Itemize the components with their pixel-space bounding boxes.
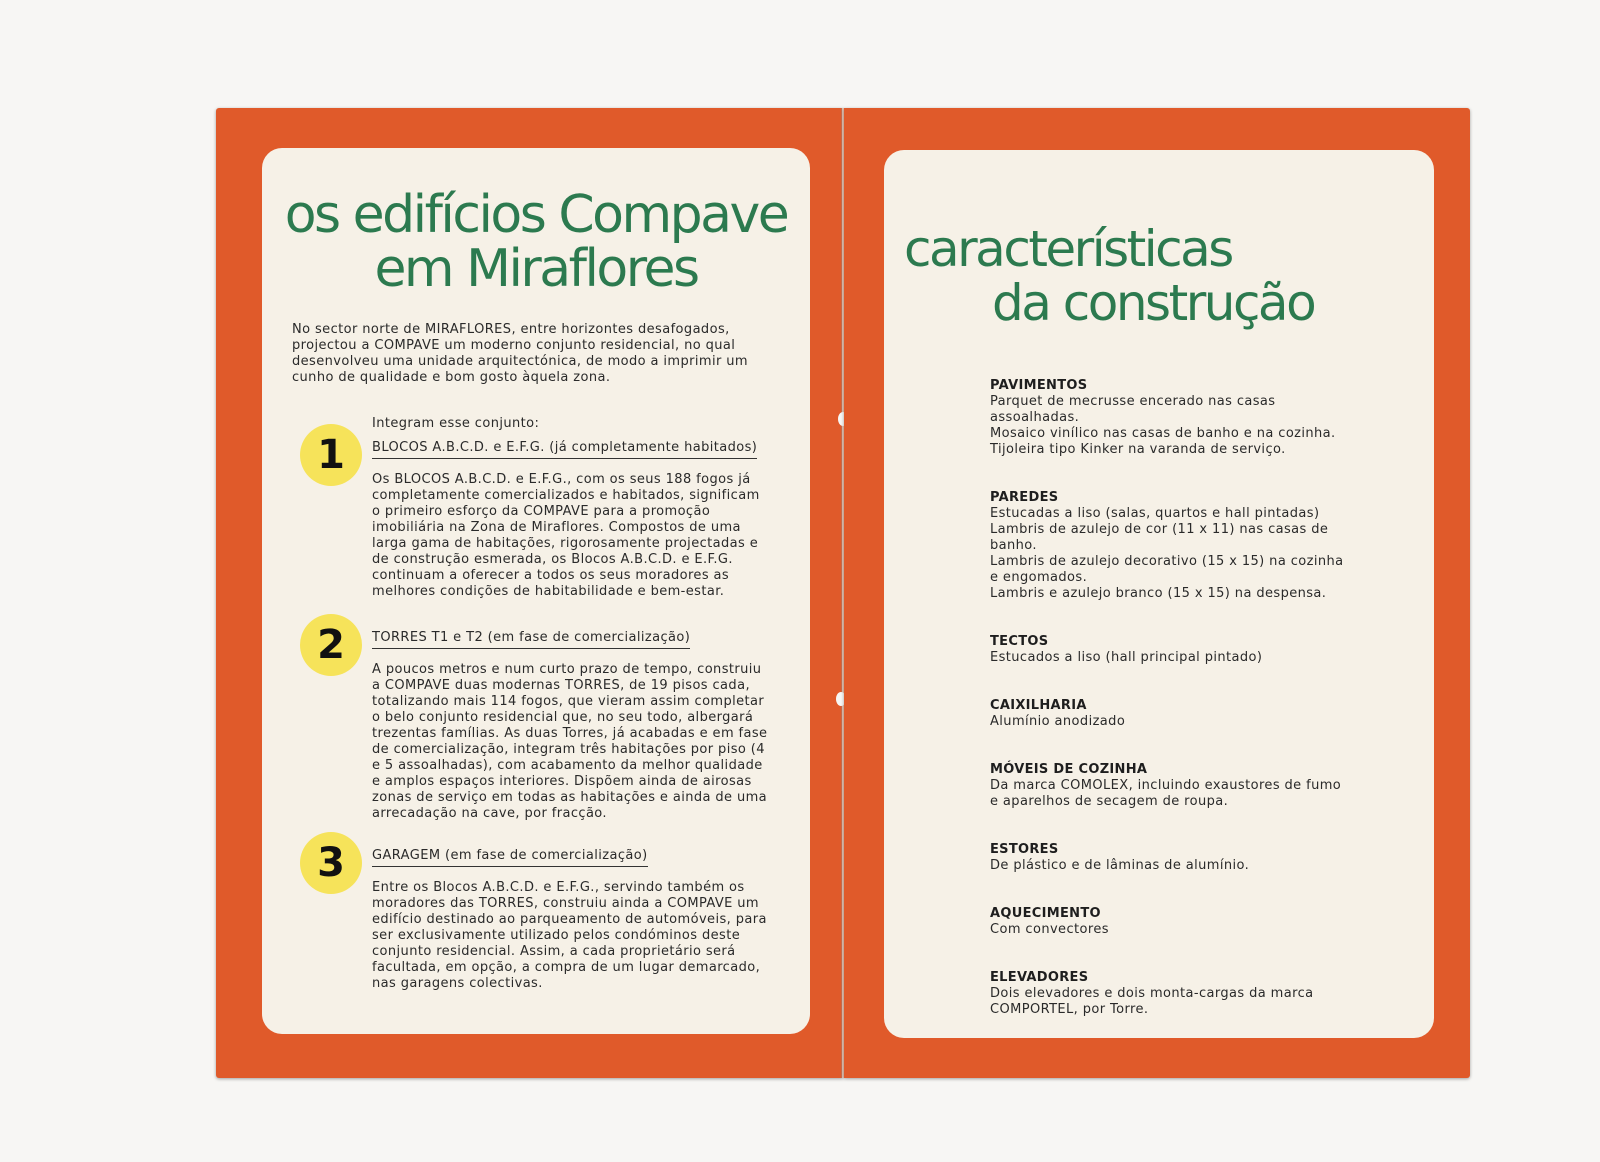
- section-heading: BLOCOS A.B.C.D. e E.F.G. (já completamente habitados): [372, 440, 757, 459]
- spec-aquecimento: [990, 906, 1380, 938]
- title-line-1: os edifícios Compave: [284, 185, 788, 245]
- spec-heading: TECTOS: [990, 634, 1049, 649]
- title-line-1: características: [904, 220, 1232, 278]
- right-page: [844, 108, 1470, 1078]
- spec-pavimentos: [990, 378, 1380, 458]
- intro-paragraph: No sector norte de MIRAFLORES, entre horizontes desafogados, projectou a COMPAVE um moderno conjunto residencial, no qual desenvolveu uma unidade arquitectónica, de modo a imprimir um cunho de qualidade e bom gosto àquela zona.: [292, 322, 748, 385]
- spec-line: Tijoleira tipo Kinker na varanda de serviço.: [990, 442, 1286, 457]
- spec-line: Parquet de mecrusse encerado nas casas: [990, 394, 1276, 409]
- spec-line: Da marca COMOLEX, incluindo exaustores de fumo: [990, 778, 1342, 793]
- spec-heading: ESTORES: [990, 842, 1059, 857]
- spec-line: Mosaico vinílico nas casas de banho e na cozinha.: [990, 426, 1336, 441]
- spec-tectos: [990, 634, 1380, 666]
- spec-estores: [990, 842, 1380, 874]
- spec-line: Lambris de azulejo decorativo (15 x 15) na cozinha: [990, 554, 1344, 569]
- page-title: [904, 222, 1314, 330]
- spec-line: Estucadas a liso (salas, quartos e hall pintadas): [990, 506, 1320, 521]
- spec-heading: ELEVADORES: [990, 970, 1089, 985]
- number-badge: 3: [300, 832, 362, 894]
- section-heading: GARAGEM (em fase de comercialização): [372, 848, 648, 867]
- spec-line: Dois elevadores e dois monta-cargas da marca: [990, 986, 1314, 1001]
- spec-line: banho.: [990, 538, 1037, 553]
- number-badge: 2: [300, 614, 362, 676]
- spec-line: Estucados a liso (hall principal pintado): [990, 650, 1263, 665]
- spec-line: Lambris e azulejo branco (15 x 15) na despensa.: [990, 586, 1327, 601]
- spec-caixilharia: [990, 698, 1380, 730]
- spec-heading: AQUECIMENTO: [990, 906, 1101, 921]
- spec-paredes: [990, 490, 1380, 602]
- section-heading: TORRES T1 e T2 (em fase de comercialização): [372, 630, 690, 649]
- spec-moveis-de-cozinha: [990, 762, 1380, 810]
- spec-heading: MÓVEIS DE COZINHA: [990, 762, 1148, 777]
- title-line-2: da construção: [992, 274, 1315, 332]
- spec-line: De plástico e de lâminas de alumínio.: [990, 858, 1250, 873]
- spec-heading: PAREDES: [990, 490, 1059, 505]
- right-content-panel: [884, 150, 1434, 1038]
- spec-line: assoalhadas.: [990, 410, 1080, 425]
- spec-line: COMPORTEL, por Torre.: [990, 1002, 1149, 1017]
- spec-line: e aparelhos de secagem de roupa.: [990, 794, 1229, 809]
- spec-line: Lambris de azulejo de cor (11 x 11) nas casas de: [990, 522, 1329, 537]
- spec-elevadores: [990, 970, 1380, 1018]
- integram-label: Integram esse conjunto:: [372, 416, 540, 431]
- spec-heading: PAVIMENTOS: [990, 378, 1088, 393]
- spec-line: Alumínio anodizado: [990, 714, 1126, 729]
- page-title: [262, 185, 810, 299]
- spec-heading: CAIXILHARIA: [990, 698, 1087, 713]
- left-page: [216, 108, 843, 1078]
- spec-line: e engomados.: [990, 570, 1088, 585]
- section-body: Os BLOCOS A.B.C.D. e E.F.G., com os seus 188 fogos já completamente comercializados e habitados, significam o primeiro esforço da COMPAVE para a promoção imobiliária na Zona de Miraflores. Compostos de uma larga gama de habitações, rigorosamente projectadas e de construção esmerada, os Blocos A.B.C.D. e E.F.G. continuam a oferecer a todos os seus moradores as melhores condições de habitabilidade e bem-estar.: [372, 472, 760, 599]
- left-content-panel: [262, 148, 810, 1034]
- title-line-2: em Miraflores: [374, 239, 698, 299]
- section-body: A poucos metros e num curto prazo de tempo, construiu a COMPAVE duas modernas TORRES, de 19 pisos cada, totalizando mais 114 fogos, que vieram assim completar o belo conjunto residencial que, no seu todo, albergará trezentas famílias. As duas Torres, já acabadas e em fase de comercialização, integram três habitações por piso (4 e 5 assoalhadas), com acabamento da melhor qualidade e amplos espaços interiores. Dispõem ainda de airosas zonas de serviço em todas as habitações e ainda de uma arrecadação na cave, por fracção.: [372, 662, 768, 821]
- number-badge: 1: [300, 424, 362, 486]
- spec-line: Com convectores: [990, 922, 1109, 937]
- section-body: Entre os Blocos A.B.C.D. e E.F.G., servindo também os moradores das TORRES, construiu ainda a COMPAVE um edifício destinado ao parqueamento de automóveis, para ser exclusivamente utilizado pelos condóminos deste conjunto residencial. Assim, a cada proprietário será facultada, em opção, a compra de um lugar demarcado, nas garagens colectivas.: [372, 880, 767, 991]
